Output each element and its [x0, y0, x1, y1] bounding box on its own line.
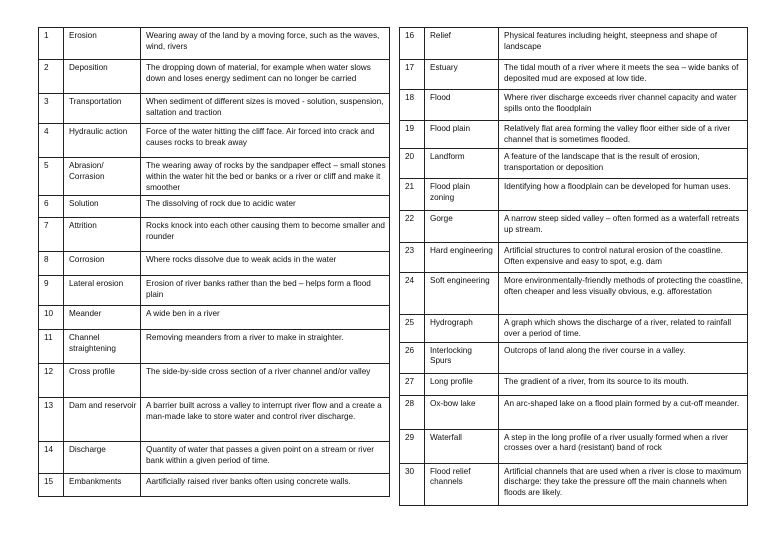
row-number: 25: [400, 315, 425, 343]
definition-cell: A wide ben in a river: [141, 306, 390, 330]
definition-cell: The dropping down of material, for example when water slows down and loses energy sediment can no longer be carried: [141, 60, 390, 94]
row-number: 14: [39, 442, 64, 474]
term-cell: Abrasion/ Corrasion: [64, 158, 141, 196]
term-cell: Cross profile: [64, 364, 141, 398]
row-number: 1: [39, 28, 64, 60]
glossary-table-right: [399, 27, 748, 506]
definition-cell: Rocks knock into each other causing them to become smaller and rounder: [141, 218, 390, 252]
row-number: 18: [400, 90, 425, 121]
definition-cell: Physical features including height, steepness and shape of landscape: [499, 28, 748, 60]
definition-cell: Aartificially raised river banks often using concrete walls.: [141, 474, 390, 497]
glossary-row: [400, 243, 748, 273]
glossary-row: [39, 276, 390, 306]
glossary-row: [400, 179, 748, 211]
row-number: 27: [400, 373, 425, 395]
glossary-table-left-body: [39, 28, 390, 497]
definition-cell: An arc-shaped lake on a flood plain formed by a cut-off meander.: [499, 395, 748, 429]
definition-cell: The side-by-side cross section of a river channel and/or valley: [141, 364, 390, 398]
row-number: 17: [400, 60, 425, 90]
row-number: 21: [400, 179, 425, 211]
term-cell: Embankments: [64, 474, 141, 497]
glossary-row: [39, 330, 390, 364]
definition-cell: Wearing away of the land by a moving force, such as the waves, wind, rivers: [141, 28, 390, 60]
glossary-row: [39, 442, 390, 474]
term-cell: Soft engineering: [425, 273, 499, 315]
row-number: 3: [39, 94, 64, 124]
term-cell: Flood plain: [425, 121, 499, 149]
glossary-row: [39, 364, 390, 398]
glossary-row: [400, 463, 748, 505]
term-cell: Solution: [64, 196, 141, 218]
definition-cell: More environmentally-friendly methods of protecting the coastline, often cheaper and less visually obvious, e.g. afforestation: [499, 273, 748, 315]
row-number: 5: [39, 158, 64, 196]
row-number: 2: [39, 60, 64, 94]
glossary-row: [400, 60, 748, 90]
term-cell: Interlocking Spurs: [425, 342, 499, 373]
glossary-row: [39, 196, 390, 218]
row-number: 15: [39, 474, 64, 497]
term-cell: Channel straightening: [64, 330, 141, 364]
glossary-row: [39, 60, 390, 94]
row-number: 11: [39, 330, 64, 364]
term-cell: Deposition: [64, 60, 141, 94]
glossary-row: [400, 273, 748, 315]
definition-cell: Identifying how a floodplain can be developed for human uses.: [499, 179, 748, 211]
definition-cell: A step in the long profile of a river usually formed when a river crosses over a hard (resistant) band of rock: [499, 429, 748, 463]
term-cell: Corrosion: [64, 252, 141, 276]
row-number: 24: [400, 273, 425, 315]
row-number: 9: [39, 276, 64, 306]
row-number: 22: [400, 211, 425, 243]
row-number: 4: [39, 124, 64, 158]
term-cell: Flood: [425, 90, 499, 121]
row-number: 7: [39, 218, 64, 252]
definition-cell: Outcrops of land along the river course in a valley.: [499, 342, 748, 373]
term-cell: Ox-bow lake: [425, 395, 499, 429]
term-cell: Lateral erosion: [64, 276, 141, 306]
term-cell: Flood relief channels: [425, 463, 499, 505]
glossary-row: [39, 398, 390, 442]
glossary-row: [39, 218, 390, 252]
glossary-row: [400, 373, 748, 395]
glossary-row: [39, 158, 390, 196]
glossary-row: [400, 395, 748, 429]
definition-cell: Artificial channels that are used when a river is close to maximum discharge: they take the pressure off the main channels when floods are likely.: [499, 463, 748, 505]
glossary-row: [39, 124, 390, 158]
row-number: 13: [39, 398, 64, 442]
definition-cell: Artificial structures to control natural erosion of the coastline. Often expensive and easy to spot, e.g. dam: [499, 243, 748, 273]
definition-cell: The gradient of a river, from its source to its mouth.: [499, 373, 748, 395]
glossary-row: [400, 342, 748, 373]
term-cell: Estuary: [425, 60, 499, 90]
term-cell: Gorge: [425, 211, 499, 243]
glossary-row: [39, 474, 390, 497]
term-cell: Hard engineering: [425, 243, 499, 273]
row-number: 10: [39, 306, 64, 330]
definition-cell: The wearing away of rocks by the sandpaper effect – small stones within the water hit the bed or banks or a river or cliff and make it smoother: [141, 158, 390, 196]
term-cell: Hydrograph: [425, 315, 499, 343]
term-cell: Hydraulic action: [64, 124, 141, 158]
glossary-row: [39, 252, 390, 276]
glossary-row: [400, 429, 748, 463]
term-cell: Transportation: [64, 94, 141, 124]
definition-cell: The dissolving of rock due to acidic water: [141, 196, 390, 218]
glossary-row: [400, 149, 748, 179]
glossary-table-left: [38, 27, 390, 497]
definition-cell: Force of the water hitting the cliff face. Air forced into crack and causes rocks to break away: [141, 124, 390, 158]
row-number: 8: [39, 252, 64, 276]
definition-cell: Quantity of water that passes a given point on a stream or river bank within a given period of time.: [141, 442, 390, 474]
row-number: 30: [400, 463, 425, 505]
term-cell: Meander: [64, 306, 141, 330]
glossary-row: [400, 90, 748, 121]
row-number: 28: [400, 395, 425, 429]
glossary-row: [400, 28, 748, 60]
definition-cell: Relatively flat area forming the valley floor either side of a river channel that is sometimes flooded.: [499, 121, 748, 149]
term-cell: Flood plain zoning: [425, 179, 499, 211]
glossary-row: [400, 121, 748, 149]
term-cell: Attrition: [64, 218, 141, 252]
glossary-row: [39, 306, 390, 330]
definition-cell: Where rocks dissolve due to weak acids in the water: [141, 252, 390, 276]
term-cell: Discharge: [64, 442, 141, 474]
definition-cell: A barrier built across a valley to interrupt river flow and a create a man-made lake to store water and control river discharge.: [141, 398, 390, 442]
glossary-row: [39, 94, 390, 124]
definition-cell: Erosion of river banks rather than the bed – helps form a flood plain: [141, 276, 390, 306]
definition-cell: A feature of the landscape that is the result of erosion, transportation or deposition: [499, 149, 748, 179]
definition-cell: Removing meanders from a river to make in straighter.: [141, 330, 390, 364]
term-cell: Relief: [425, 28, 499, 60]
row-number: 12: [39, 364, 64, 398]
term-cell: Long profile: [425, 373, 499, 395]
glossary-row: [400, 211, 748, 243]
term-cell: Erosion: [64, 28, 141, 60]
row-number: 20: [400, 149, 425, 179]
glossary-row: [39, 28, 390, 60]
definition-cell: A narrow steep sided valley – often formed as a waterfall retreats up stream.: [499, 211, 748, 243]
term-cell: Landform: [425, 149, 499, 179]
definition-cell: A graph which shows the discharge of a river, related to rainfall over a period of time.: [499, 315, 748, 343]
row-number: 6: [39, 196, 64, 218]
term-cell: Waterfall: [425, 429, 499, 463]
definition-cell: The tidal mouth of a river where it meets the sea – wide banks of deposited mud are exposed at low tide.: [499, 60, 748, 90]
row-number: 19: [400, 121, 425, 149]
row-number: 26: [400, 342, 425, 373]
glossary-row: [400, 315, 748, 343]
row-number: 23: [400, 243, 425, 273]
definition-cell: Where river discharge exceeds river channel capacity and water spills onto the floodplain: [499, 90, 748, 121]
row-number: 16: [400, 28, 425, 60]
glossary-table-right-body: [400, 28, 748, 506]
row-number: 29: [400, 429, 425, 463]
term-cell: Dam and reservoir: [64, 398, 141, 442]
definition-cell: When sediment of different sizes is moved - solution, suspension, saltation and traction: [141, 94, 390, 124]
